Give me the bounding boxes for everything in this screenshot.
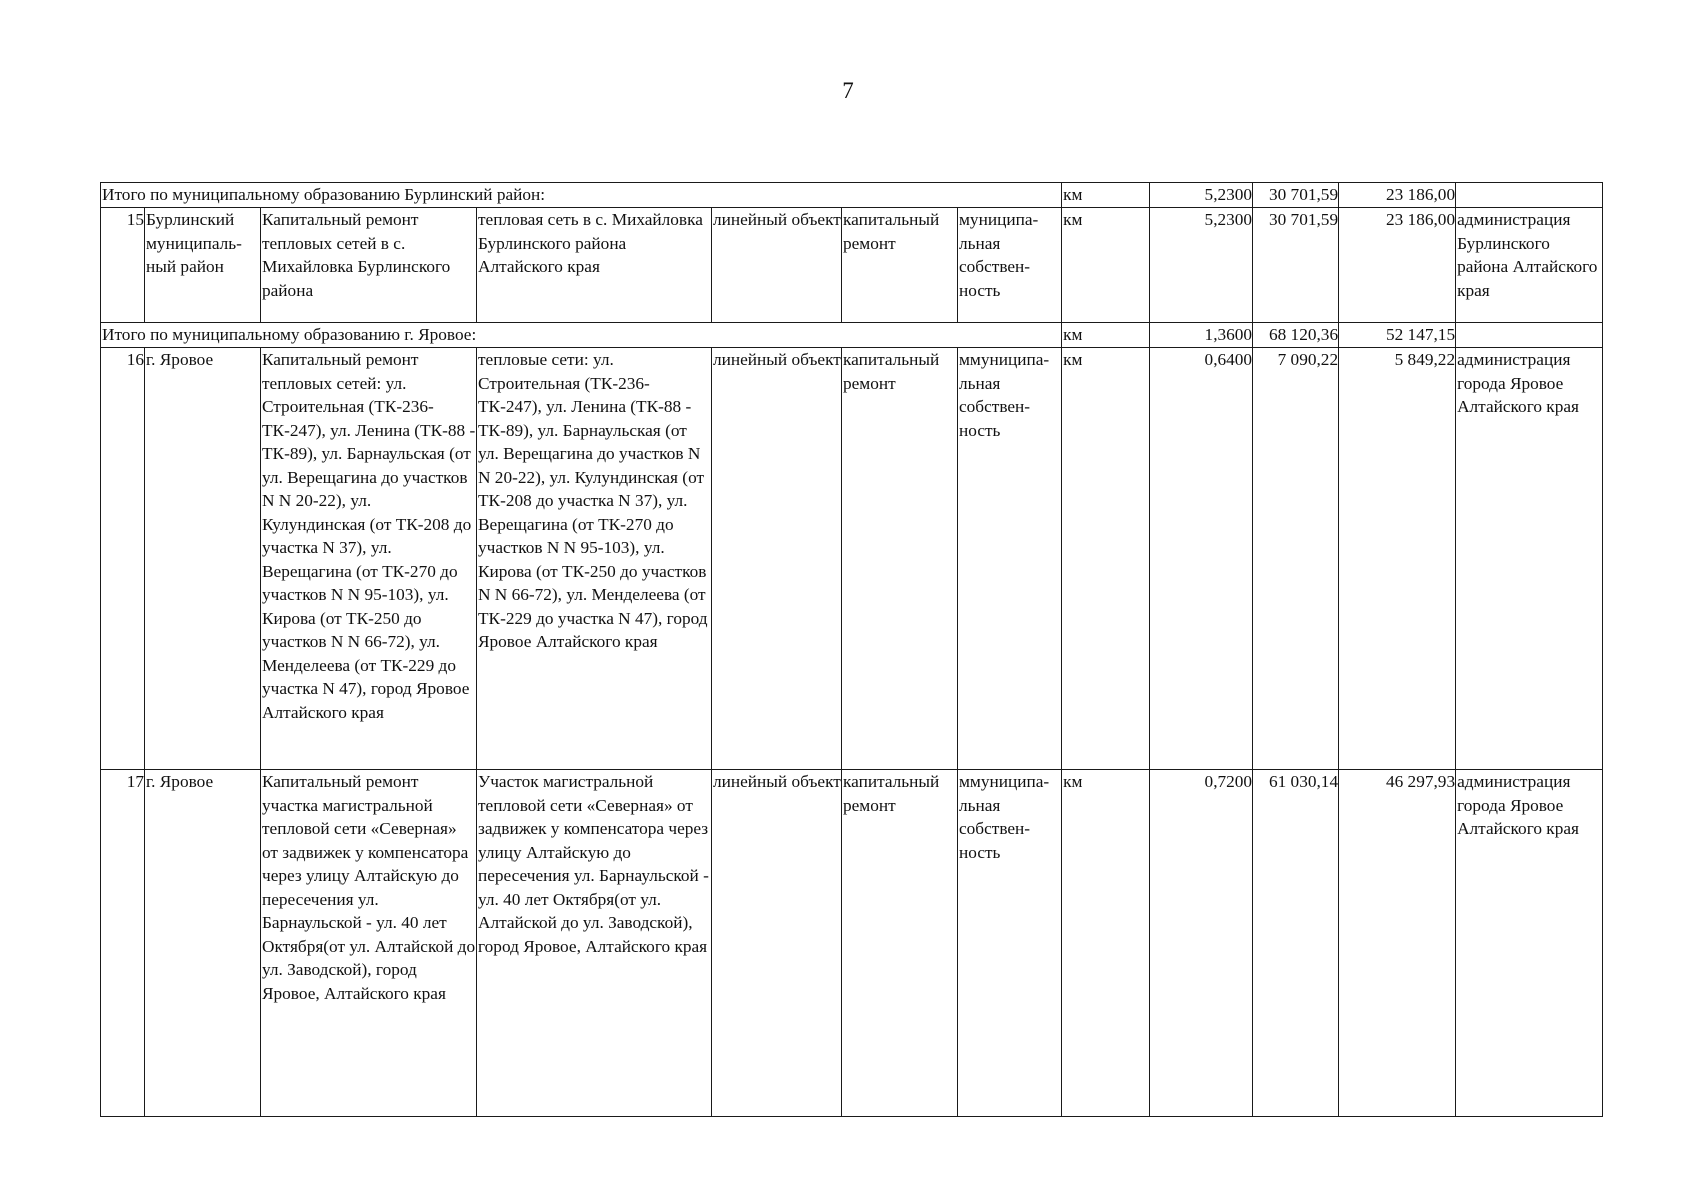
unit-cell: км: [1062, 770, 1150, 1117]
row-number: 15: [101, 208, 145, 323]
total-row-burlinsky: [101, 183, 1603, 208]
object-type-cell: линейный объект: [712, 208, 842, 323]
municipality-cell: г. Яровое: [145, 770, 261, 1117]
ownership-cell: муниципа-льная собствен-ность: [958, 208, 1062, 323]
object-cell: тепловая сеть в с. Михайловка Бурлинского района Алтайского края: [477, 208, 712, 323]
length-cell: 0,7200: [1150, 770, 1253, 1117]
table-row: [101, 348, 1603, 770]
total-label: Итого по муниципальному образованию г. Яровое:: [101, 323, 1062, 348]
total-cost-budget: 52 147,15: [1339, 323, 1456, 348]
total-row-yarovoe: [101, 323, 1603, 348]
table-row: [101, 208, 1603, 323]
unit-cell: км: [1062, 348, 1150, 770]
row-number: 16: [101, 348, 145, 770]
object-cell: тепловые сети: ул. Строительная (ТК-236-ТК-247), ул. Ленина (ТК-88 - ТК-89), ул. Барнаульская (от ул. Верещагина до участков N N 20-22), ул. Кулундинская (от ТК-208 до участка N 37), ул. Верещагина (от ТК-270 до участков N N 95-103), ул. Кирова (от ТК-250 до участков N N 66-72), ул. Менделеева (от ТК-229 до участка N 47), город Яровое Алтайского края: [477, 348, 712, 770]
total-label: Итого по муниципальному образованию Бурлинский район:: [101, 183, 1062, 208]
cost-budget-cell: 5 849,22: [1339, 348, 1456, 770]
object-type-cell: линейный объект: [712, 348, 842, 770]
unit-cell: км: [1062, 208, 1150, 323]
customer-cell: администрация города Яровое Алтайского края: [1456, 770, 1603, 1117]
ownership-cell: ммуниципа-льная собствен-ность: [958, 770, 1062, 1117]
total-unit: км: [1062, 183, 1150, 208]
table-row: [101, 770, 1603, 1117]
total-length: 5,2300: [1150, 183, 1253, 208]
length-cell: 0,6400: [1150, 348, 1253, 770]
page-number: 7: [842, 78, 854, 103]
total-length: 1,3600: [1150, 323, 1253, 348]
customer-cell: администрация города Яровое Алтайского края: [1456, 348, 1603, 770]
object-cell: Участок магистральной тепловой сети «Северная» от задвижек у компенсатора через улицу Алтайскую до пересечения ул. Барнаульской - ул. 40 лет Октября(от ул. Алтайской до ул. Заводской), город Яровое, Алтайского края: [477, 770, 712, 1117]
total-cost-total: 30 701,59: [1253, 183, 1339, 208]
work-name-cell: Капитальный ремонт тепловых сетей: ул. Строительная (ТК-236-ТК-247), ул. Ленина (ТК-88 - ТК-89), ул. Барнаульская (от ул. Верещагина до участков N N 20-22), ул. Кулундинская (от ТК-208 до участка N 37), ул. Верещагина (от ТК-270 до участков N N 95-103), ул. Кирова (от ТК-250 до участков N N 66-72), ул. Менделеева (от ТК-229 до участка N 47), город Яровое Алтайского края: [261, 348, 477, 770]
municipality-cell: Бурлинский муниципаль-ный район: [145, 208, 261, 323]
cost-budget-cell: 46 297,93: [1339, 770, 1456, 1117]
object-type-cell: линейный объект: [712, 770, 842, 1117]
total-empty-cell: [1456, 323, 1603, 348]
work-type-cell: капитальный ремонт: [842, 770, 958, 1117]
work-type-cell: капитальный ремонт: [842, 208, 958, 323]
cost-budget-cell: 23 186,00: [1339, 208, 1456, 323]
work-name-cell: Капитальный ремонт тепловых сетей в с. Михайловка Бурлинского района: [261, 208, 477, 323]
total-cost-total: 68 120,36: [1253, 323, 1339, 348]
municipality-cell: г. Яровое: [145, 348, 261, 770]
work-type-cell: капитальный ремонт: [842, 348, 958, 770]
cost-total-cell: 30 701,59: [1253, 208, 1339, 323]
total-cost-budget: 23 186,00: [1339, 183, 1456, 208]
work-name-cell: Капитальный ремонт участка магистральной тепловой сети «Северная» от задвижек у компенсатора через улицу Алтайскую до пересечения ул. Барнаульской - ул. 40 лет Октября(от ул. Алтайской до ул. Заводской), город Яровое, Алтайского края: [261, 770, 477, 1117]
registry-table: [100, 182, 1603, 1117]
total-unit: км: [1062, 323, 1150, 348]
total-empty-cell: [1456, 183, 1603, 208]
cost-total-cell: 7 090,22: [1253, 348, 1339, 770]
cost-total-cell: 61 030,14: [1253, 770, 1339, 1117]
row-number: 17: [101, 770, 145, 1117]
ownership-cell: ммуниципа-льная собствен-ность: [958, 348, 1062, 770]
customer-cell: администрация Бурлинского района Алтайского края: [1456, 208, 1603, 323]
length-cell: 5,2300: [1150, 208, 1253, 323]
